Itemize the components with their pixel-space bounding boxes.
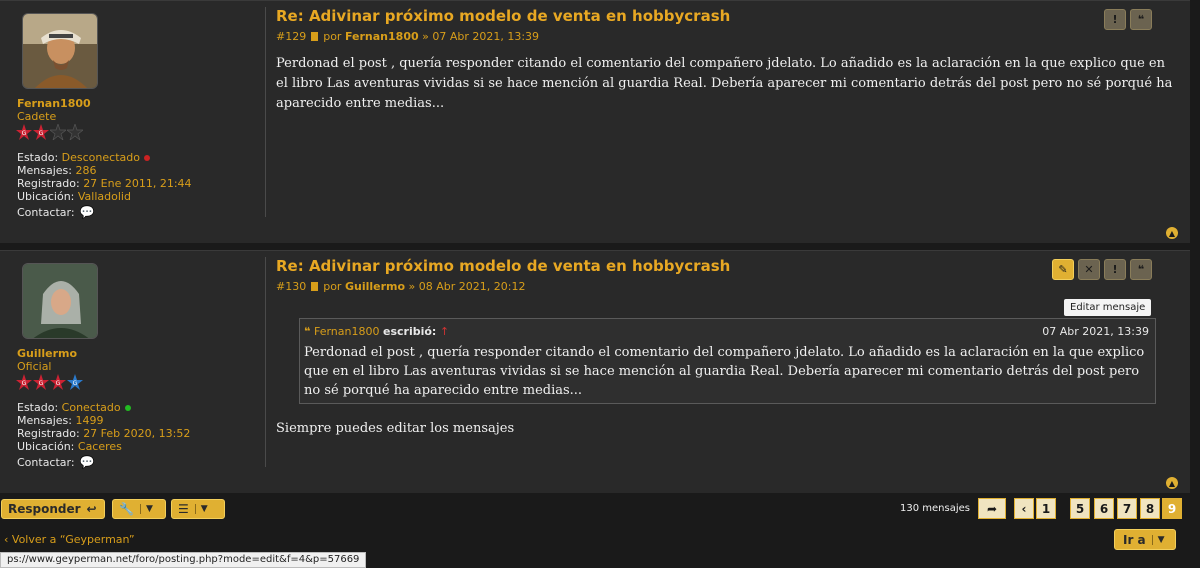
post-body: Perdonad el post , quería responder citando el comentario del compañero jdelato. Lo añadido es la aclaración en la que explico que en el libro Las aventuras vividas si se hace mención al guardia Real. Debería aparecer mi comentario detrás del post pero no sé porqué ha aparecido entre medias... bbox=[276, 56, 1173, 111]
star-filled-icon bbox=[50, 374, 66, 390]
post-number[interactable]: #130 bbox=[276, 280, 307, 293]
avatar[interactable] bbox=[22, 13, 98, 89]
page-6[interactable]: 6 bbox=[1094, 498, 1114, 519]
page-5[interactable]: 5 bbox=[1070, 498, 1090, 519]
edit-tooltip: Editar mensaje bbox=[1064, 299, 1151, 316]
star-empty-icon bbox=[67, 124, 83, 140]
post-number[interactable]: #129 bbox=[276, 30, 307, 43]
svg-text:G: G bbox=[21, 380, 27, 387]
offline-dot-icon bbox=[144, 155, 150, 161]
star-empty-icon bbox=[50, 124, 66, 140]
sort-dropdown[interactable] bbox=[171, 499, 225, 519]
page-8[interactable]: 8 bbox=[1140, 498, 1160, 519]
page-9-current[interactable]: 9 bbox=[1162, 498, 1182, 519]
back-link[interactable] bbox=[4, 533, 135, 546]
report-button[interactable]: ! bbox=[1104, 9, 1126, 30]
star-filled-icon bbox=[16, 124, 32, 140]
profile-details bbox=[17, 401, 190, 469]
star-blue-icon bbox=[67, 374, 83, 390]
page-1[interactable]: 1 bbox=[1036, 498, 1056, 519]
sort-icon: ☰ bbox=[178, 502, 189, 516]
by-label: por bbox=[323, 280, 342, 293]
quote-button[interactable]: ❝ bbox=[1130, 9, 1152, 30]
chevron-left-icon: ‹ bbox=[4, 533, 9, 546]
post-date: » 08 Abr 2021, 20:12 bbox=[408, 280, 526, 293]
post-profile bbox=[0, 251, 266, 493]
rank-stars bbox=[16, 374, 83, 392]
edit-button[interactable]: ✎ bbox=[1052, 259, 1074, 280]
bottom-toolbar bbox=[0, 497, 1200, 525]
post-author[interactable]: Fernan1800 bbox=[344, 30, 419, 43]
svg-text:G: G bbox=[72, 380, 78, 387]
message-count: 130 mensajes bbox=[900, 503, 970, 514]
quote-wrote: escribió: bbox=[382, 325, 437, 338]
quote-button[interactable]: ❝ bbox=[1130, 259, 1152, 280]
svg-text:G: G bbox=[38, 130, 44, 137]
post-date: » 07 Abr 2021, 13:39 bbox=[422, 30, 540, 43]
post-meta bbox=[276, 280, 525, 293]
ubicacion-value: Caceres bbox=[77, 440, 122, 453]
star-filled-icon bbox=[33, 374, 49, 390]
back-to-top-icon[interactable]: ▲ bbox=[1166, 227, 1178, 239]
back-to-top-icon[interactable]: ▲ bbox=[1166, 477, 1178, 489]
quote-body: Perdonad el post , quería responder citando el comentario del compañero jdelato. Lo añadido es la aclaración en la que explico que en el libro Las aventuras vividas si se hace mención al guardia Real. Debería aparecer mi comentario detrás del post pero no sé porqué ha aparecido entre medias... bbox=[304, 345, 1145, 398]
avatar[interactable] bbox=[22, 263, 98, 339]
svg-text:G: G bbox=[38, 380, 44, 387]
estado-value: Desconectado bbox=[61, 151, 140, 164]
post-129 bbox=[0, 0, 1190, 243]
quote-icon: ❝ bbox=[304, 325, 311, 338]
chevron-down-icon: ▼ bbox=[195, 504, 208, 514]
delete-button[interactable]: ✕ bbox=[1078, 259, 1100, 280]
chevron-down-icon: ▼ bbox=[140, 504, 153, 514]
post-body: Siempre puedes editar los mensajes bbox=[276, 421, 515, 436]
goto-label: Ir a bbox=[1123, 532, 1146, 547]
reply-arrow-icon: ↩ bbox=[86, 502, 97, 516]
prev-page-button[interactable]: ‹ bbox=[1014, 498, 1034, 519]
post-actions bbox=[1104, 9, 1152, 30]
ubicacion-label: Ubicación: bbox=[17, 440, 75, 453]
estado-label: Estado: bbox=[17, 401, 59, 414]
profile-divider bbox=[265, 7, 266, 217]
user-rank: Oficial bbox=[17, 360, 52, 373]
user-rank: Cadete bbox=[17, 110, 57, 123]
reply-label: Responder bbox=[8, 502, 81, 516]
mensajes-value[interactable]: 286 bbox=[75, 164, 97, 177]
quote-header bbox=[304, 325, 449, 338]
report-button[interactable]: ! bbox=[1104, 259, 1126, 280]
registrado-label: Registrado: bbox=[17, 177, 80, 190]
chat-bubble-icon[interactable]: 💬 bbox=[79, 205, 95, 219]
wrench-icon: 🔧 bbox=[119, 502, 134, 516]
svg-text:G: G bbox=[21, 130, 27, 137]
star-filled-icon bbox=[33, 124, 49, 140]
online-dot-icon bbox=[125, 405, 131, 411]
back-link-label: Volver a “Geyperman” bbox=[11, 533, 135, 546]
quote-block bbox=[299, 318, 1156, 404]
registrado-label: Registrado: bbox=[17, 427, 80, 440]
chevron-down-icon: ▼ bbox=[1152, 535, 1165, 545]
by-label: por bbox=[323, 30, 342, 43]
page-7[interactable]: 7 bbox=[1117, 498, 1137, 519]
username[interactable]: Fernan1800 bbox=[17, 97, 91, 110]
tools-dropdown[interactable] bbox=[112, 499, 166, 519]
profile-details bbox=[17, 151, 192, 219]
post-title[interactable]: Re: Adivinar próximo modelo de venta en hobbycrash bbox=[276, 257, 731, 275]
mensajes-label: Mensajes: bbox=[17, 414, 72, 427]
document-icon bbox=[311, 282, 318, 291]
mensajes-value[interactable]: 1499 bbox=[75, 414, 104, 427]
rank-stars bbox=[16, 124, 83, 142]
estado-label: Estado: bbox=[17, 151, 59, 164]
reply-button[interactable] bbox=[1, 499, 105, 519]
post-title[interactable]: Re: Adivinar próximo modelo de venta en hobbycrash bbox=[276, 7, 731, 25]
quote-author[interactable]: Fernan1800 bbox=[313, 325, 380, 338]
contactar-label: Contactar: bbox=[17, 206, 75, 219]
jump-to-page-button[interactable]: ➦ bbox=[978, 498, 1006, 519]
goto-dropdown[interactable] bbox=[1114, 529, 1176, 550]
ubicacion-value: Valladolid bbox=[77, 190, 131, 203]
document-icon bbox=[311, 32, 318, 41]
post-profile bbox=[0, 1, 266, 243]
registrado-value: 27 Ene 2011, 21:44 bbox=[83, 177, 192, 190]
quote-date: 07 Abr 2021, 13:39 bbox=[1042, 325, 1149, 338]
post-meta bbox=[276, 30, 539, 43]
username[interactable]: Guillermo bbox=[17, 347, 78, 360]
estado-value: Conectado bbox=[61, 401, 121, 414]
mensajes-label: Mensajes: bbox=[17, 164, 72, 177]
chat-bubble-icon[interactable]: 💬 bbox=[79, 455, 95, 469]
quote-source-arrow-icon[interactable]: ↑ bbox=[439, 325, 450, 338]
ubicacion-label: Ubicación: bbox=[17, 190, 75, 203]
registrado-value: 27 Feb 2020, 13:52 bbox=[83, 427, 191, 440]
post-author[interactable]: Guillermo bbox=[344, 280, 406, 293]
post-actions bbox=[1052, 259, 1152, 280]
status-bar-url: ps://www.geyperman.net/foro/posting.php?mode=edit&f=4&p=57669 bbox=[0, 552, 366, 568]
contactar-label: Contactar: bbox=[17, 456, 75, 469]
profile-divider bbox=[265, 257, 266, 467]
svg-text:G: G bbox=[55, 380, 61, 387]
star-filled-icon bbox=[16, 374, 32, 390]
